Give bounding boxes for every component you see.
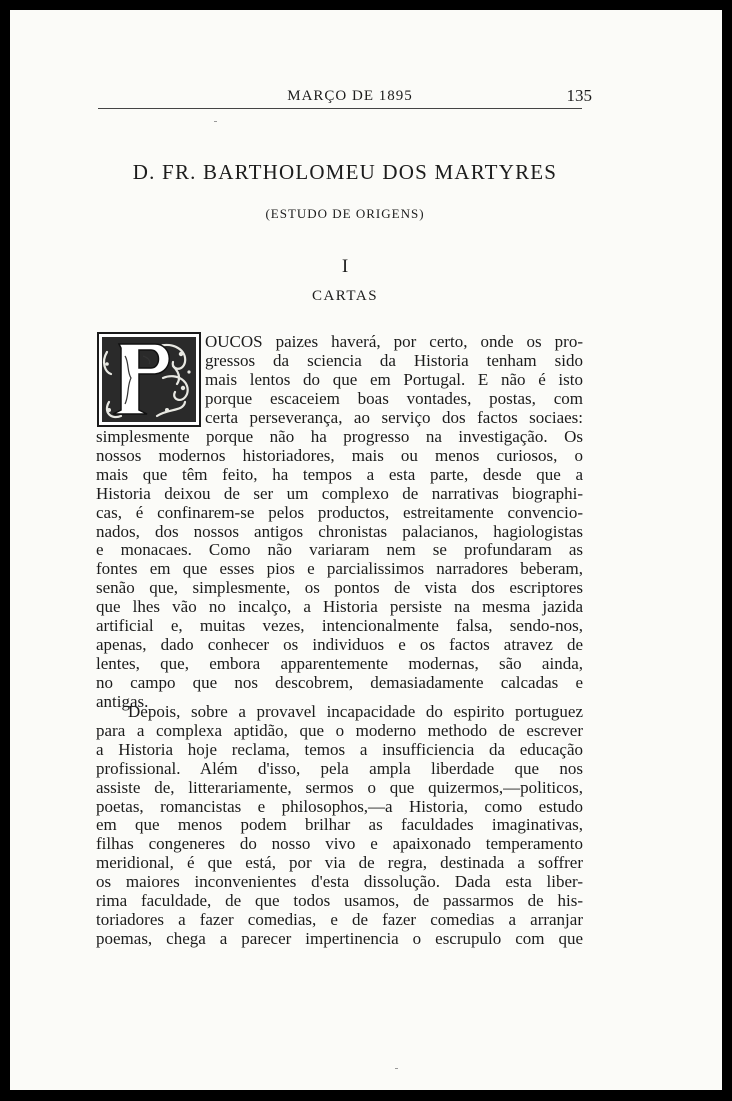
- text-line: certa perseverança, ao serviço dos factos sociaes:: [205, 407, 583, 427]
- header-date: MARÇO DE 1895: [287, 88, 413, 104]
- paragraph-2: [96, 703, 583, 949]
- text-line: assiste de, litterariamente, sermos o que quizermos,—politicos,: [96, 777, 583, 797]
- text-line: mais lentos do que em Portugal. E não é isto: [205, 369, 583, 389]
- text-line: apenas, dado conhecer os individuos e os factos atravez de: [96, 634, 583, 654]
- text-line: filhas congeneres do nosso vivo e apaixonado temperamento: [96, 834, 583, 854]
- text-line-last: antigas.: [96, 691, 149, 711]
- text-line: simplesmente porque não ha progresso na investigação. Os: [96, 427, 583, 446]
- text-line: para a complexa aptidão, que o moderno methodo de escrever: [96, 720, 583, 740]
- paragraph-1-wrapped: [205, 333, 583, 428]
- paper-speck: [395, 1068, 398, 1069]
- text-line: poemas, chega a parecer impertinencia o escrupulo com que: [96, 928, 583, 948]
- chapter-title: CARTAS: [311, 288, 379, 304]
- text-line: gressos da sciencia da Historia tenham sido: [205, 350, 583, 370]
- text-line: em que menos podem brilhar as faculdades imaginativas,: [96, 815, 583, 835]
- text-line: a Historia hoje reclama, temos a insufficiencia da educação: [96, 739, 583, 759]
- text-line: porque escaceiem boas vontades, postas, com: [205, 388, 583, 408]
- text-line: mais que têm feito, ha tempos a esta parte, desde que a: [96, 464, 583, 484]
- text-line: senão que, simplesmente, os pontos de vista dos escriptores: [96, 578, 583, 598]
- text-line: rima faculdade, de que todos usamos, de passarmos de his-: [96, 891, 583, 911]
- text-line: Historia deixou de ser um complexo de narrativas biographi-: [96, 483, 583, 503]
- text-line: OUCOS paizes haverá, por certo, onde os pro-: [205, 332, 583, 351]
- text-line: os maiores inconvenientes d'esta dissolução. Dada esta liber-: [96, 872, 583, 892]
- page-number: 135: [566, 86, 592, 105]
- text-line: artificial e, muitas vezes, intencionalmente falsa, sendo-nos,: [96, 616, 583, 636]
- header-rule: [98, 108, 582, 109]
- paragraph-1-full: [96, 428, 583, 712]
- text-line: nossos modernos historiadores, mais ou menos curiosos, o: [96, 445, 583, 465]
- text-line: fontes em que esses pios e parcialissimos narradores beberam,: [96, 559, 583, 579]
- paper-speck: [214, 121, 217, 122]
- running-header: [108, 84, 592, 114]
- text-line: Depois, sobre a provavel incapacidade do espirito portuguez: [128, 702, 583, 721]
- text-line: que lhes vão no incalço, a Historia persiste na mesma jazida: [96, 597, 583, 617]
- text-line: no campo que nos descobrem, demasiadamente calcadas e: [96, 672, 583, 692]
- article-title: D. FR. BARTHOLOMEU DOS MARTYRES: [132, 160, 558, 184]
- text-line: profissional. Além d'isso, pela ampla liberdade que nos: [96, 758, 583, 778]
- chapter-number: I: [341, 256, 349, 277]
- text-line: poetas, romancistas e philosophos,—a Historia, como estudo: [96, 796, 583, 816]
- text-line: meridional, é que está, por via de regra, destinada a soffrer: [96, 853, 583, 873]
- text-line: lentes, que, embora apparentemente modernas, são ainda,: [96, 653, 583, 673]
- text-line: e monacaes. Como não variaram nem se profundaram as: [96, 540, 583, 560]
- article-subtitle: (ESTUDO DE ORIGENS): [265, 206, 425, 221]
- text-line: nados, dos nossos antigos chronistas palacianos, hagiologistas: [96, 521, 583, 541]
- text-line: toriadores a fazer comedias, e de fazer comedias a arranjar: [96, 909, 583, 929]
- drop-cap-p-icon: [97, 332, 201, 427]
- text-line: cas, é confinarem-se pelos productos, estreitamente convencio-: [96, 502, 583, 522]
